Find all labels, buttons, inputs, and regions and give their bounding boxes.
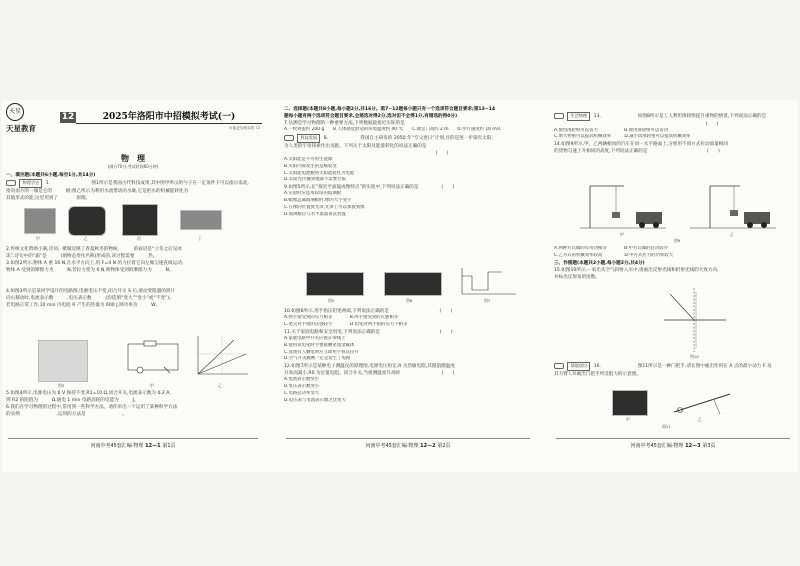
page-column-2	[280, 100, 536, 472]
option-a: A.太阳能是不可再生能源	[284, 156, 333, 162]
footer-source: 河南中考45套汇编·物理	[90, 443, 144, 449]
figure-5-image	[306, 272, 364, 296]
question-line: 3.如图2所示,物体 A 重 16 N,在水平方向上,用 F=4 N 的力拉着它向左做匀速直线运动,	[6, 261, 184, 267]
figure-10-diagram	[660, 288, 730, 352]
option-b: B.蜡烛远离玻璃板时,像的大小变小	[284, 198, 352, 204]
question-14-options	[554, 246, 792, 281]
question-text	[554, 362, 792, 371]
exam-title: 2025年洛阳市中招模拟考试(一)	[76, 112, 262, 124]
option-b: B.电压表示数变小	[284, 384, 320, 390]
footer-page: 12—3	[685, 443, 701, 449]
figure-label: 图6	[406, 298, 413, 303]
option-d: D.空气开关跳闸一定是发生了短路	[284, 356, 351, 362]
option-cd: C.笔尖对手指的压强较小 D.铅笔对两手指的压力不相等	[284, 321, 408, 327]
question-line: 16. 图11所示是一种门把手,请在图中画出作用在 A 点的最小动力 F 及	[593, 364, 772, 369]
option-b: B.使用试电笔时手要接触笔尾金属体	[284, 342, 355, 348]
figure-label: 图9	[674, 238, 681, 243]
question-line: 2.传统文化赞颂小满,诗词、歌赋反映了春夏秋冬的物候。 的谚语是“立冬之后见冰	[6, 247, 182, 252]
question-line: 4.如图3所示是某同学设计的电路图,电源电压不变,闭合开关 S 后,滑动变阻器的滑片	[6, 289, 176, 294]
figure-label: 甲	[626, 417, 630, 422]
option-c: C.电路总功率变大	[284, 391, 320, 397]
figure-3-sketch-image	[38, 340, 88, 382]
question-line: 12.如图7所示是某种电子测温仪的原理图,电源电压恒定,R 为热敏电阻,其阻值随温度	[284, 364, 455, 370]
question-line: 则 R2 的阻值为 Ω,通电 1 min 电路消耗的电能为 J。	[6, 398, 139, 404]
figure-7-diagram	[458, 266, 518, 298]
question-line: 1. 图1所示是我国古代科技成果,其中图甲所示的勺子在一定条件下可以指示南北,	[45, 181, 249, 187]
question-line: 11.关于家庭电路和安全用电,下列说法正确的是 ( )	[284, 329, 453, 335]
questions-13-14	[554, 112, 792, 155]
question-line: 物体 A 受到的摩擦力为 N,若拉力变为 6 N,则物体受到的摩擦力为 N。	[6, 268, 174, 274]
option-a: A.实验时应选用较厚的玻璃板	[284, 191, 342, 197]
footer-suffix: 第1页	[162, 443, 176, 449]
question-marker-icon	[6, 180, 16, 186]
figure-1d-image	[180, 210, 222, 230]
figure-label: 乙	[218, 383, 222, 388]
figure-label: 图10	[690, 354, 699, 359]
question-line: 15.如图10所示,一束光从空气斜射入水中,请画出反射光线和折射光线的大致方向,	[554, 267, 719, 273]
option-b: B.太阳内部发生的是核裂变	[284, 163, 337, 169]
question-text	[284, 134, 532, 143]
question-options: A.一枚鸡蛋约 200 g B.人体感觉舒适的环境温度约 40 ℃ C.教室门高约 2 m D.步行速度约 10 m/s	[284, 127, 501, 133]
section-heading: 题每小题有两个选项符合题目要求,全部选对得2分,选对但不全得1分,有错选的得0分)	[284, 114, 458, 120]
footer-page: 12—2	[420, 443, 436, 449]
figure-9a-diagram	[580, 182, 666, 230]
question-line: 其他形式的能,这里用到了 原理。	[6, 195, 91, 201]
question-marker-icon	[284, 135, 294, 141]
figure-label: 乙	[698, 417, 702, 422]
figure-1b-image	[68, 206, 106, 236]
question-4	[6, 288, 260, 309]
page-footer	[280, 443, 536, 451]
question-line: 若电路正常工作,10 min 内电阻 R 产生的热量为 600 J,则功率为 W。	[6, 303, 161, 309]
header-tag: 可能更加现实的 72	[229, 126, 260, 130]
figure-label: 图7	[484, 298, 491, 303]
figure-label: 甲	[620, 232, 624, 237]
option-a: A.电流表示数变小	[284, 377, 320, 383]
figure-label: 乙	[730, 232, 734, 237]
figure-1a-image	[24, 208, 56, 234]
question-line: 指向南方的一端是它的 极;图乙所示为利用水流带动的水碓,它是把水的机械能转化为	[6, 188, 189, 194]
question-line: 升高而减小,R0 为定值电阻。闭合开关,当被测温度升高时 ( )	[284, 371, 455, 377]
figure-label: 图5	[328, 298, 335, 303]
questions-10-12	[284, 308, 532, 405]
option-d: D.玻璃板应与水平桌面垂直放置	[284, 211, 346, 217]
questions-5-6	[6, 390, 260, 418]
question-tag: 科技发展	[297, 134, 320, 143]
section-heading: 一、填空题(本题共6小题,每空1分,共14分)	[6, 173, 96, 178]
footer-page: 12—1	[145, 443, 161, 449]
option-ab: A.两手指受到的压力相等 B.两手指受到的压强相等	[284, 315, 399, 321]
question-line: 7.估测是学习物理的一种重要方法,下列数据最接近实际的是	[284, 121, 405, 127]
question-line: 其力臂 l,并画出门把手所受阻力的示意图。	[554, 371, 641, 377]
figure-label: 乙	[84, 236, 88, 241]
question-text	[6, 179, 260, 188]
option-c: C.在像的位置放光屏,光屏上可以承接到像	[284, 204, 365, 210]
section-2	[284, 106, 532, 219]
question-line: 冻”,诗句中的“霜”是 (填物态变化名称)形成的,该过程需要 热。	[6, 254, 158, 260]
question-line: 6.我们在学习物理的过程中,常用到一些科学方法。请你举出一个运用了某种科学方法	[6, 405, 178, 411]
figure-label: 甲	[36, 236, 40, 241]
circuit-diagram	[126, 340, 182, 374]
section-heading: 三、作图题(本题共2小题,每小题2分,共4分)	[554, 260, 645, 266]
subject-title: 物 理	[121, 153, 145, 163]
question-line: 的实例 ,运用的方法是 。	[6, 412, 127, 418]
footer-rule	[286, 438, 530, 439]
figure-label: 甲	[150, 383, 154, 388]
question-tag: 情境创设	[567, 362, 590, 371]
page-column-3	[550, 100, 796, 472]
option-ab: A.两种方式做的有用功相等 B.甲方式做的总功较少	[554, 246, 669, 251]
figure-label: 丁	[198, 236, 202, 241]
option-cd: C.乙方式的机械效率较高 D.甲方式拉力的功率较大	[554, 252, 674, 258]
question-text	[554, 112, 792, 121]
section-1	[6, 172, 260, 202]
question-line: 10.如图6所示,用手指压铅笔两端,下列说法正确的是 ( )	[284, 309, 453, 314]
figure-label: 丙	[137, 236, 141, 241]
footer-rule	[556, 438, 790, 439]
brand	[6, 103, 36, 135]
footer-source: 河南中考45套汇编·物理	[365, 443, 419, 449]
paper-number: 12	[61, 112, 75, 122]
iv-graph	[194, 334, 250, 378]
brand-name: 天星教育	[6, 124, 36, 133]
question-line: 9.如图5所示,在“探究平面镜成像特点”的实验中,下列说法正确的是 ( )	[284, 185, 455, 191]
figure-label: 图3	[58, 383, 65, 388]
question-line: 的货物匀速上升相同的高度,下列说法正确的是 ( )	[554, 149, 720, 155]
footer-rule	[8, 438, 258, 439]
question-line: ( )	[554, 121, 719, 127]
question-line: 13. 如图8所示是工人利用滑轮组提升重物的情景,下列说法正确的是	[593, 114, 767, 119]
figure-11b-diagram	[670, 388, 734, 418]
footer-suffix: 第2页	[437, 443, 451, 449]
option-a: A.家庭电路中开关应接在零线上	[284, 335, 346, 341]
page-footer	[550, 443, 796, 451]
page-footer	[2, 443, 264, 451]
question-line: 为人类的宇宙探索作出贡献。下列关于太阳及能量转化的说法正确的是	[284, 143, 427, 149]
exam-meta: (满分70分,考试时间60分钟)	[107, 164, 159, 169]
question-tag: 物理学史	[19, 179, 42, 188]
question-line: 向右移动时,电流表示数 ,电压表示数 (均选填“变大”“变小”或“不变”)。	[6, 296, 174, 302]
figure-6-image	[384, 272, 442, 296]
figure-9b-diagram	[690, 182, 776, 230]
figure-1c-image	[122, 204, 158, 236]
figure-11a-image	[612, 390, 648, 416]
option-cd: C.增大物重可以提高机械效率 D.减小动滑轮重可以提高机械效率	[554, 134, 691, 140]
question-marker-icon	[554, 363, 564, 369]
option-d: D.太阳光传播到地球不需要介质	[284, 177, 346, 183]
brand-logo-icon: 天星	[6, 103, 24, 121]
option-ab: A.使用滑轮组可以省力 B.使用滑轮组可以省功	[554, 127, 669, 133]
question-line: 8. 我国自主研发的 2050 年“夸父逐日”计划,目的是进一步探究太阳,	[323, 136, 493, 142]
question-line: 5.如图4所示,电源电压为 6 V 保持不变,R1=10 Ω,闭合开关,电流表示数为 0.2 A,	[6, 391, 171, 396]
questions-2-3	[6, 246, 260, 274]
question-line: 14.如图9所示,甲、乙两辆相同的汽车在同一水平路面上,分别用不同方式拉动质量相同	[554, 142, 728, 148]
option-c: C.发现有人触电时应立即用手将其拉开	[284, 349, 359, 355]
question-marker-icon	[554, 113, 564, 119]
question-line: 并标出反射角的度数。	[554, 274, 600, 280]
exam-sheet	[2, 100, 798, 472]
question-16	[554, 362, 792, 378]
section-heading: 二、选择题(本题共8小题,每小题2分,共16分。第7~12题每小题只有一个选项符合题目要求;第13~14	[284, 107, 496, 112]
page-column-1	[2, 100, 264, 472]
footer-suffix: 第3页	[702, 443, 716, 449]
question-tag: 生活物理	[567, 112, 590, 121]
figure-label: 图11	[662, 424, 671, 429]
footer-source: 河南中考45套汇编·物理	[630, 443, 684, 449]
option-c: C.太阳能电池板将太阳能转化为电能	[284, 170, 355, 176]
question-line: ( )	[284, 150, 449, 156]
option-d: D.电压表与电流表示数之比变大	[284, 397, 346, 403]
